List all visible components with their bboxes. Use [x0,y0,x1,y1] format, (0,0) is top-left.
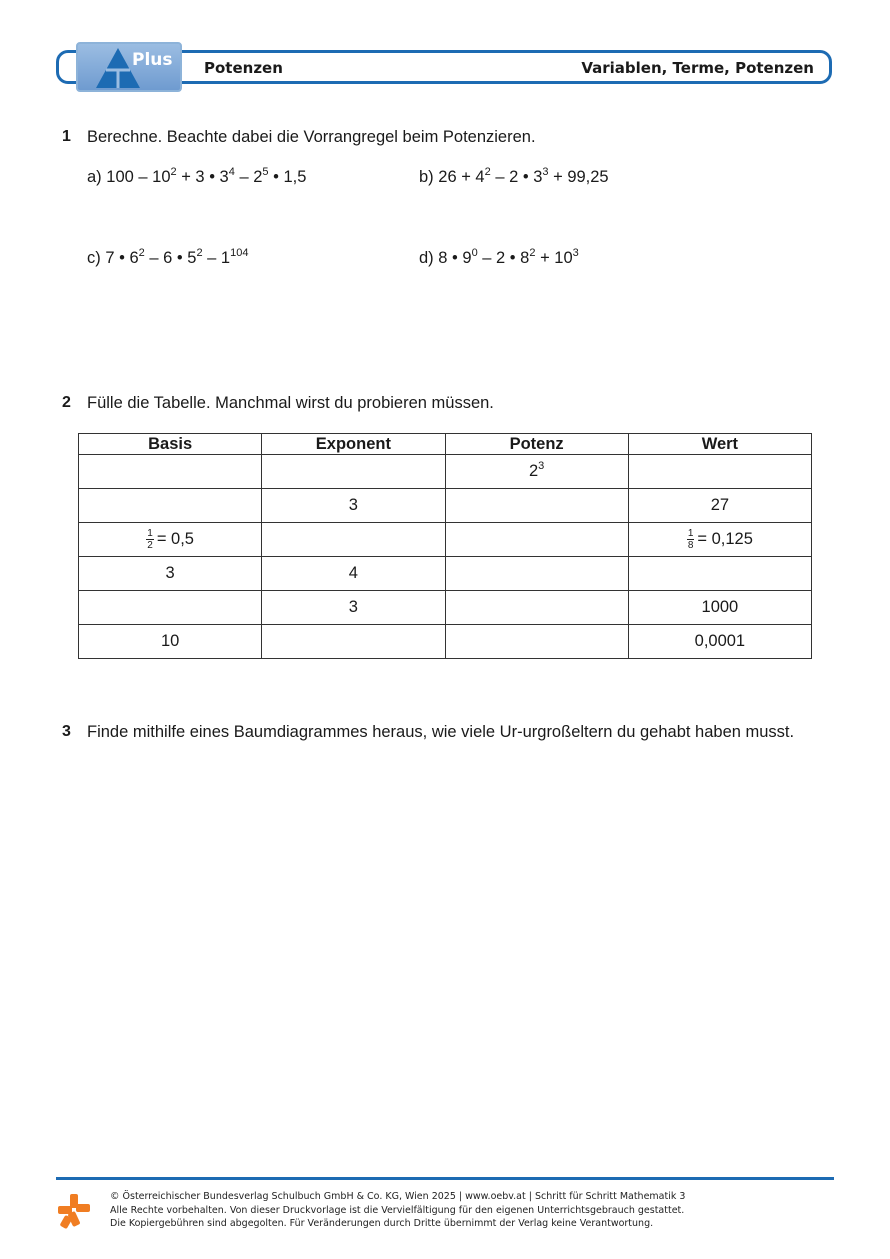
task-2-instruction: Fülle die Tabelle. Manchmal wirst du probieren müssen. [87,394,494,412]
cell-basis[interactable] [79,591,262,625]
header-chapter: Variablen, Terme, Potenzen [581,59,814,77]
cell-exponent[interactable]: 4 [262,557,445,591]
cell-wert[interactable] [628,557,811,591]
table-row [79,455,812,489]
footer-copyright [110,1190,685,1231]
task-1d-expression: d) 8 • $9^0 - 2$ • $8^2 + 10^3$ [419,247,579,267]
cell-wert[interactable] [628,455,811,489]
header-potenz: Potenz [445,434,628,455]
header-topic: Potenzen [204,59,283,77]
cell-potenz[interactable]: $2^3$ [445,455,628,489]
header-basis: Basis [79,434,262,455]
cell-basis[interactable]: 3 [79,557,262,591]
cell-potenz[interactable] [445,489,628,523]
cell-potenz[interactable] [445,591,628,625]
footer-line-2: Alle Rechte vorbehalten. Von dieser Druckvorlage ist die Vervielfältigung für den eigenen Unterrichtsgebrauch gestattet. [110,1204,685,1216]
task-2-number: 2 [62,394,71,411]
logo-text: Plus [132,50,173,70]
header-wert: Wert [628,434,811,455]
task-1-instruction: Berechne. Beachte dabei die Vorrangregel beim Potenzieren. [87,128,536,146]
table-row [79,557,812,591]
basis-fraction: $\frac{1}{2}$ [147,528,153,551]
cell-wert[interactable]: 0,0001 [628,625,811,659]
cell-potenz[interactable] [445,523,628,557]
cell-exponent[interactable]: 3 [262,591,445,625]
cell-wert[interactable]: $\frac{1}{8}$ = 0,125 [628,523,811,557]
cell-potenz[interactable] [445,557,628,591]
task-1-number: 1 [62,128,71,145]
task-1c-expression: c) 7 • $6^2 - 6$ • $5^2 - 1^{104}$ [87,247,249,267]
cell-exponent[interactable] [262,523,445,557]
task-1a-expression: a) $100 - 10^2 + 3$ • $3^4 - 2^5$ • 1,5 [87,166,307,186]
plus-logo [76,42,182,92]
cell-basis[interactable] [79,455,262,489]
cell-potenz[interactable] [445,625,628,659]
cell-basis[interactable]: $\frac{1}{2}$ = 0,5 [79,523,262,557]
footer-line-1: © Österreichischer Bundesverlag Schulbuch GmbH & Co. KG, Wien 2025 | www.oebv.at | Schritt für Schritt Mathematik 3 [110,1191,686,1202]
footer-divider [56,1177,834,1180]
wert-fraction: $\frac{1}{8}$ [687,528,694,551]
footer-line-3: Die Kopiergebühren sind abgegolten. Für Veränderungen durch Dritte übernimmt der Verlag keine Verantwortung. [110,1218,654,1229]
table-row [79,523,812,557]
task-3-instruction: Finde mithilfe eines Baumdiagrammes heraus, wie viele Ur-urgroßeltern du gehabt haben musst. [87,723,795,741]
cell-exponent[interactable] [262,455,445,489]
oebv-star-logo-icon [56,1190,92,1230]
cell-basis[interactable]: 10 [79,625,262,659]
table-row [79,591,812,625]
cell-wert[interactable]: 27 [628,489,811,523]
table-header-row [79,434,812,455]
cell-wert[interactable]: 1000 [628,591,811,625]
task-1b-expression: b) $26 + 4^2 - 2$ • $3^3 + 99,25$ [419,166,609,186]
cell-exponent[interactable] [262,625,445,659]
table-row [79,489,812,523]
cell-exponent[interactable]: 3 [262,489,445,523]
power-table [78,433,812,659]
cell-basis[interactable] [79,489,262,523]
table-row [79,625,812,659]
header-exponent: Exponent [262,434,445,455]
task-3-number: 3 [62,723,71,740]
